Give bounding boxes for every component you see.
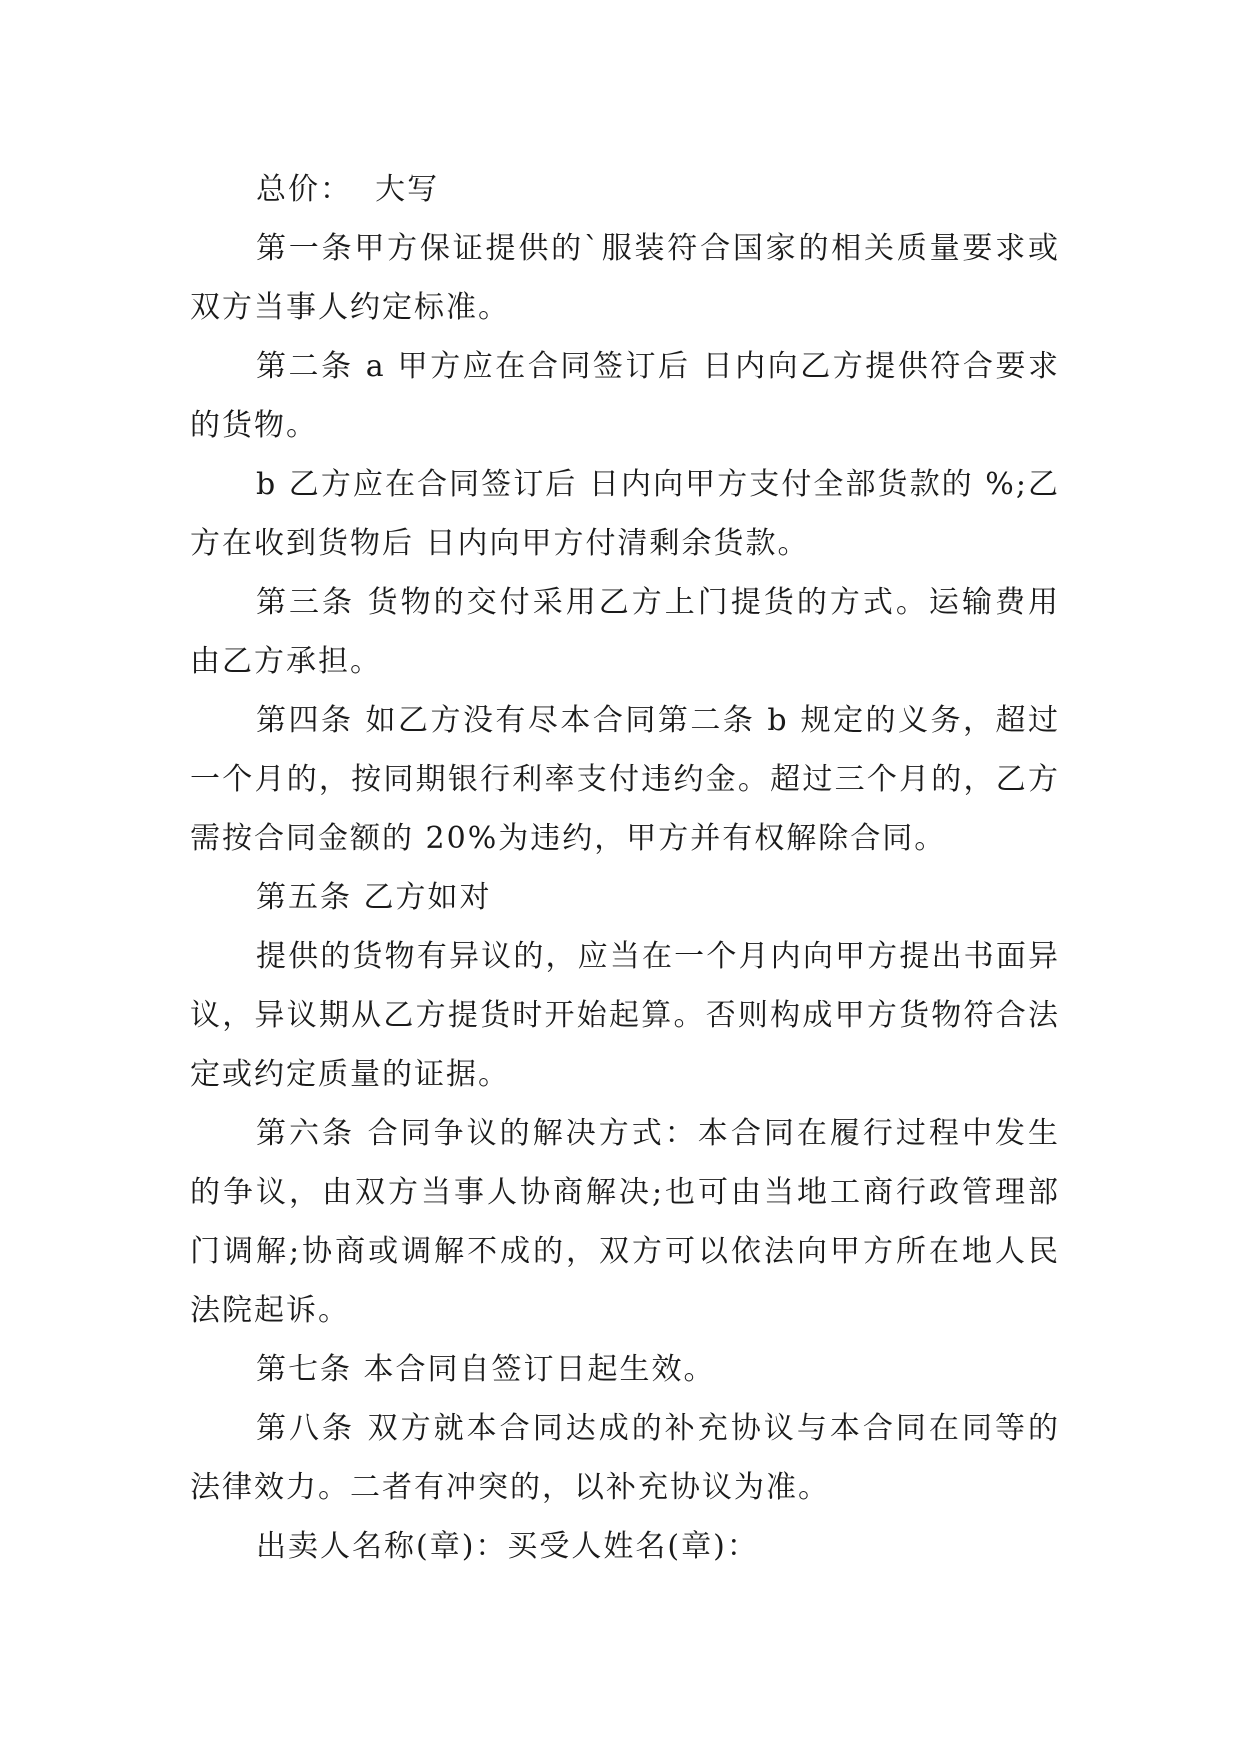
- document-body: [190, 160, 1060, 1576]
- total-price-line: 总价： 大写: [256, 172, 440, 207]
- article-2b: b 乙方应在合同签订后 日内向甲方支付全部货款的 %;乙方在收到货物后 日内向甲方付清剩余货款。: [190, 467, 1060, 561]
- article-4: 第四条 如乙方没有尽本合同第二条 b 规定的义务，超过一个月的，按同期银行利率支付违约金。超过三个月的，乙方需按合同金额的 20%为违约，甲方并有权解除合同。: [190, 703, 1060, 856]
- article-6: 第六条 合同争议的解决方式：本合同在履行过程中发生的争议，由双方当事人协商解决;也可由当地工商行政管理部门调解;协商或调解不成的，双方可以依法向甲方所在地人民法院起诉。: [190, 1116, 1060, 1328]
- article-1: 第一条甲方保证提供的`服装符合国家的相关质量要求或双方当事人约定标准。: [190, 231, 1060, 325]
- article-7: 第七条 本合同自签订日起生效。: [256, 1352, 716, 1387]
- article-5-heading: 第五条 乙方如对: [256, 880, 492, 915]
- article-2a: 第二条 a 甲方应在合同签订后 日内向乙方提供符合要求的货物。: [190, 349, 1060, 443]
- signature-line: 出卖人名称(章)：买受人姓名(章)：: [256, 1529, 759, 1564]
- article-8: 第八条 双方就本合同达成的补充协议与本合同在同等的法律效力。二者有冲突的，以补充协议为准。: [190, 1411, 1060, 1505]
- article-5-body: 提供的货物有异议的，应当在一个月内向甲方提出书面异议，异议期从乙方提货时开始起算。否则构成甲方货物符合法定或约定质量的证据。: [190, 939, 1060, 1092]
- article-3: 第三条 货物的交付采用乙方上门提货的方式。运输费用由乙方承担。: [190, 585, 1060, 679]
